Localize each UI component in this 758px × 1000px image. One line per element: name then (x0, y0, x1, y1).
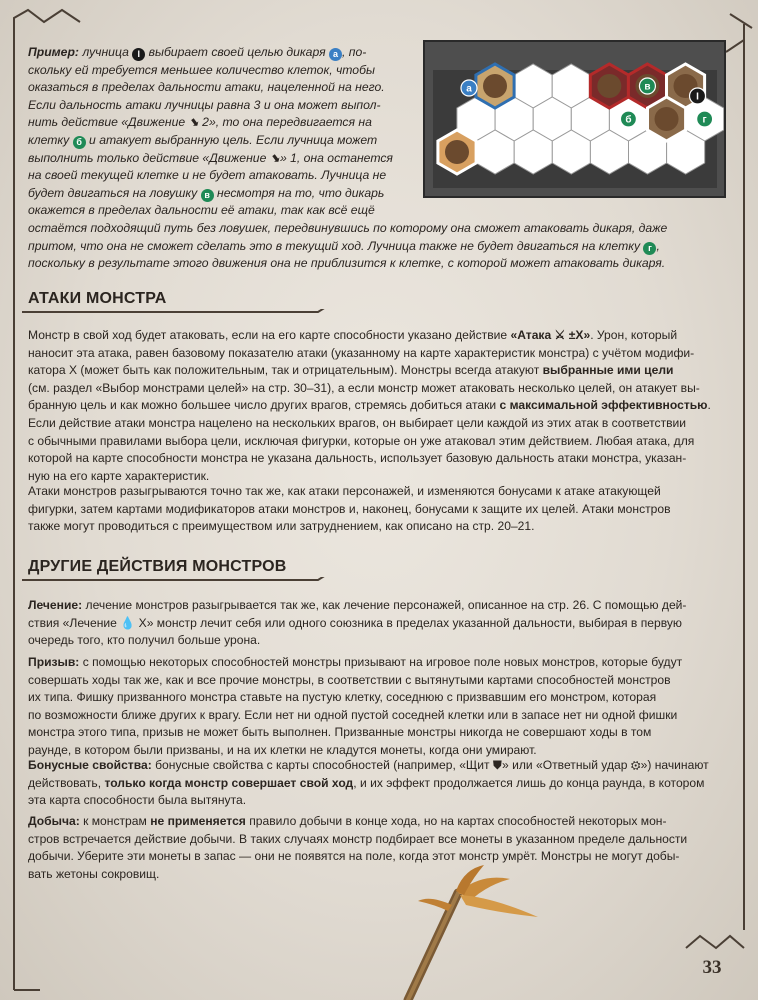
text-span: очередь того, кто получил больше урона. (28, 633, 261, 648)
text-span: , (656, 238, 660, 253)
bold-text: с максимальной эффективностью (499, 398, 708, 413)
text-span: несмотря на то, что дикарь (213, 185, 385, 200)
text-span: . (707, 398, 711, 413)
text-span: притом, что она не сможет сделать это в текущий ход. Лучница также не будет двигаться на клетку (28, 238, 644, 253)
text-line (28, 380, 728, 398)
text-span: лучница (78, 45, 133, 59)
text-span: монстра этого типа, призыв не может быть выполнен. Призванные монстры никогда не совершают ходы в том (28, 725, 652, 740)
text-line (28, 632, 728, 650)
badge-v-label: в (644, 81, 651, 93)
text-line (28, 327, 728, 345)
cell-marker-badge: в (201, 189, 214, 202)
bonus-properties-paragraph (28, 757, 728, 810)
text-line (28, 518, 728, 536)
bold-text: Добыча: (28, 814, 80, 828)
bold-text: выбранные ими цели (542, 363, 674, 378)
text-span: с помощью некоторых способностей монстры призывают на игровое поле новых монстров, которые будут (79, 655, 683, 669)
text-span: выполнить только действие «Движение ⬊» 1, она останется (28, 150, 393, 165)
text-span: наносит эта атака, равен базовому показателю атаки (указанному на карте характеристик монстра) с учётом модифи- (28, 345, 695, 360)
text-line (28, 362, 728, 380)
section-title-other-monster-actions: ДРУГИЕ ДЕЙСТВИЯ МОНСТРОВ (28, 558, 287, 575)
monster-attacks-paragraph-1 (28, 327, 728, 485)
text-line (28, 654, 728, 672)
text-span: также могут проводиться с преимуществом или затруднением, как описано на стр. 20–21. (28, 519, 535, 534)
text-span: поскольку в результате этого движения она не приблизится к клетке, с которой может атаковать дикаря. (28, 256, 666, 271)
text-span: Атаки монстров разыгрываются точно так же, как атаки персонажей, и изменяются бонусами к атаке атакующей (28, 484, 661, 498)
text-span: на своей текущей клетке и не будет атаковать. Лучница не (28, 168, 387, 183)
text-span: , по- (342, 45, 367, 59)
bold-text: Бонусные свойства: (28, 758, 152, 772)
text-line (28, 433, 728, 451)
text-line (28, 238, 708, 256)
hero-token-figure (445, 140, 469, 164)
savage-token-figure (483, 74, 507, 98)
text-span: с обычными правилами выбора цели, исключая фигурки, которые он уже атаковал этим действием. Любая атака, для (28, 433, 695, 448)
text-span: . Урон, который (590, 328, 678, 342)
text-span: и атакует выбранную цель. Если лучница может (85, 132, 378, 147)
text-line (28, 707, 728, 725)
text-span: скольку ей требуется меньшее количество клеток, чтобы (28, 62, 375, 77)
text-span: эта карта способности была вытянута. (28, 793, 247, 808)
text-span: бранную цель и как можно большее число других врагов, стремясь добиться атаки (28, 398, 500, 413)
text-line (28, 672, 728, 690)
text-line (28, 724, 728, 742)
text-span: правило добычи в конце хода, но на картах способностей некоторых мон- (245, 814, 667, 828)
section-title-rule (22, 309, 332, 317)
text-line (28, 415, 728, 433)
text-line (28, 775, 728, 793)
badge-g-label: г (702, 114, 707, 126)
text-line (28, 255, 708, 273)
hex-map-illustration (423, 40, 726, 198)
text-line (28, 831, 728, 849)
text-span: клетку (28, 132, 73, 147)
text-span: остаётся подходящий путь без ловушек, передвинувшись по которому она сможет атаковать дикаря, даже (28, 220, 668, 235)
text-line (28, 813, 728, 831)
text-span: стров встречается действие добычи. В таких случаях монстр подбирает все монеты в указанном пределе дальности (28, 831, 688, 846)
text-span: выбирает своей целью дикаря (145, 45, 329, 59)
cell-marker-badge: б (73, 136, 86, 149)
badge-b-label: б (625, 114, 632, 126)
text-span: Если действие атаки монстра нацелено на нескольких врагов, он выбирает цели каждой из этих атак в соответствии (28, 415, 687, 430)
text-line (28, 345, 728, 363)
text-line (28, 397, 728, 415)
text-line (28, 848, 728, 866)
text-span: ную на его карте характеристик. (28, 468, 210, 483)
text-span: лечение монстров разыгрывается так же, как лечение персонажей, описанное на стр. 26. С помощью дей- (82, 598, 687, 612)
bold-text: только когда монстр совершает свой ход (104, 775, 354, 790)
text-line (28, 483, 728, 501)
text-span: вать жетоны сокровищ. (28, 866, 160, 881)
bold-text: не применяется (150, 814, 246, 828)
cell-marker-badge: г (643, 242, 656, 255)
text-span: окажется в пределах дальности её атаки, так как всё ещё (28, 203, 375, 218)
trap-token-figure (597, 74, 621, 98)
heal-paragraph (28, 597, 728, 650)
text-span: будет двигаться на ловушку (28, 185, 201, 200)
text-span: их типа. Фишку призванного монстра ставьте на пустую клетку, соседнюю с призвавшим его монстром, которая (28, 690, 657, 705)
text-line (28, 689, 728, 707)
bold-text: Призыв: (28, 655, 80, 669)
cell-marker-badge: а (329, 48, 342, 61)
page-number: 33 (702, 957, 722, 978)
cell-marker-badge: I (132, 48, 145, 61)
bold-text: «Атака ⚔ ±X» (510, 328, 591, 342)
text-span: действовать, (28, 775, 105, 790)
text-span: , и их эффект продолжается лишь до конца раунда, в котором (353, 775, 705, 790)
text-span: которой на карте способности монстра не указана дальность, использует базовую дальность атаки монстра, указан- (28, 451, 687, 466)
text-line (28, 757, 728, 775)
text-line (28, 597, 728, 615)
text-span: нить действие «Движение ⬊ 2», то она передвигается на (28, 115, 372, 130)
text-span: добычи. Уберите эти монеты в запас — они не появятся на поле, когда этот монстр умрёт. Монстры не могут добы- (28, 849, 680, 864)
text-line (28, 450, 728, 468)
text-span: фигурки, затем картами модификаторов атаки монстров и, наконец, бонусами к защите их целей. Атаки монстров (28, 501, 671, 516)
text-span: по возможности ближе других к врагу. Если нет ни одной пустой соседней клетки или в запасе нет ни одной фишки (28, 707, 678, 722)
text-span: к монстрам (79, 814, 151, 828)
bold-text: Пример: (28, 45, 79, 59)
text-span: раунде, в котором были призваны, и на их клетки не кладутся монеты, когда они умирают. (28, 742, 537, 757)
text-span: оказаться в пределах дальности атаки, нацеленной на него. (28, 80, 385, 95)
text-line (28, 202, 708, 220)
text-line (28, 615, 728, 633)
monster-attacks-paragraph-2 (28, 483, 728, 536)
staff-illustration (360, 865, 600, 1000)
text-line (28, 501, 728, 519)
text-span: совершать ходы так же, как и все прочие монстры, в соответствии с вытянутыми картами способностей монстров (28, 672, 671, 687)
bold-text: Лечение: (28, 598, 83, 612)
text-span: ствия «Лечение 💧 X» монстр лечит себя или одного союзника в пределах указанной дальности, выбирая в первую (28, 615, 682, 630)
text-span: (см. раздел «Выбор монстрами целей» на стр. 30–31), а если монстр может атаковать несколько целей, он атакует вы- (28, 380, 700, 395)
text-line (28, 220, 708, 238)
hex-map-svg (425, 42, 724, 196)
text-span: катора X (может быть как положительным, так и отрицательным). Монстры всегда атакуют (28, 363, 543, 378)
text-line (28, 792, 728, 810)
text-span: бонусные свойства с карты способностей (например, «Щит ⛊» или «Ответный удар ⚙») начинают (151, 758, 709, 772)
monster-token-figure (655, 107, 679, 131)
section-title-monster-attacks: АТАКИ МОНСТРА (28, 290, 167, 307)
badge-a-label: а (466, 83, 472, 95)
summon-paragraph (28, 654, 728, 760)
text-span: Если дальность атаки лучницы равна 3 и она может выпол- (28, 97, 381, 112)
badge-archer-label: I (696, 91, 699, 103)
section-title-rule (22, 577, 332, 585)
text-span: Монстр в свой ход будет атаковать, если на его карте способности указано действие (28, 328, 511, 342)
